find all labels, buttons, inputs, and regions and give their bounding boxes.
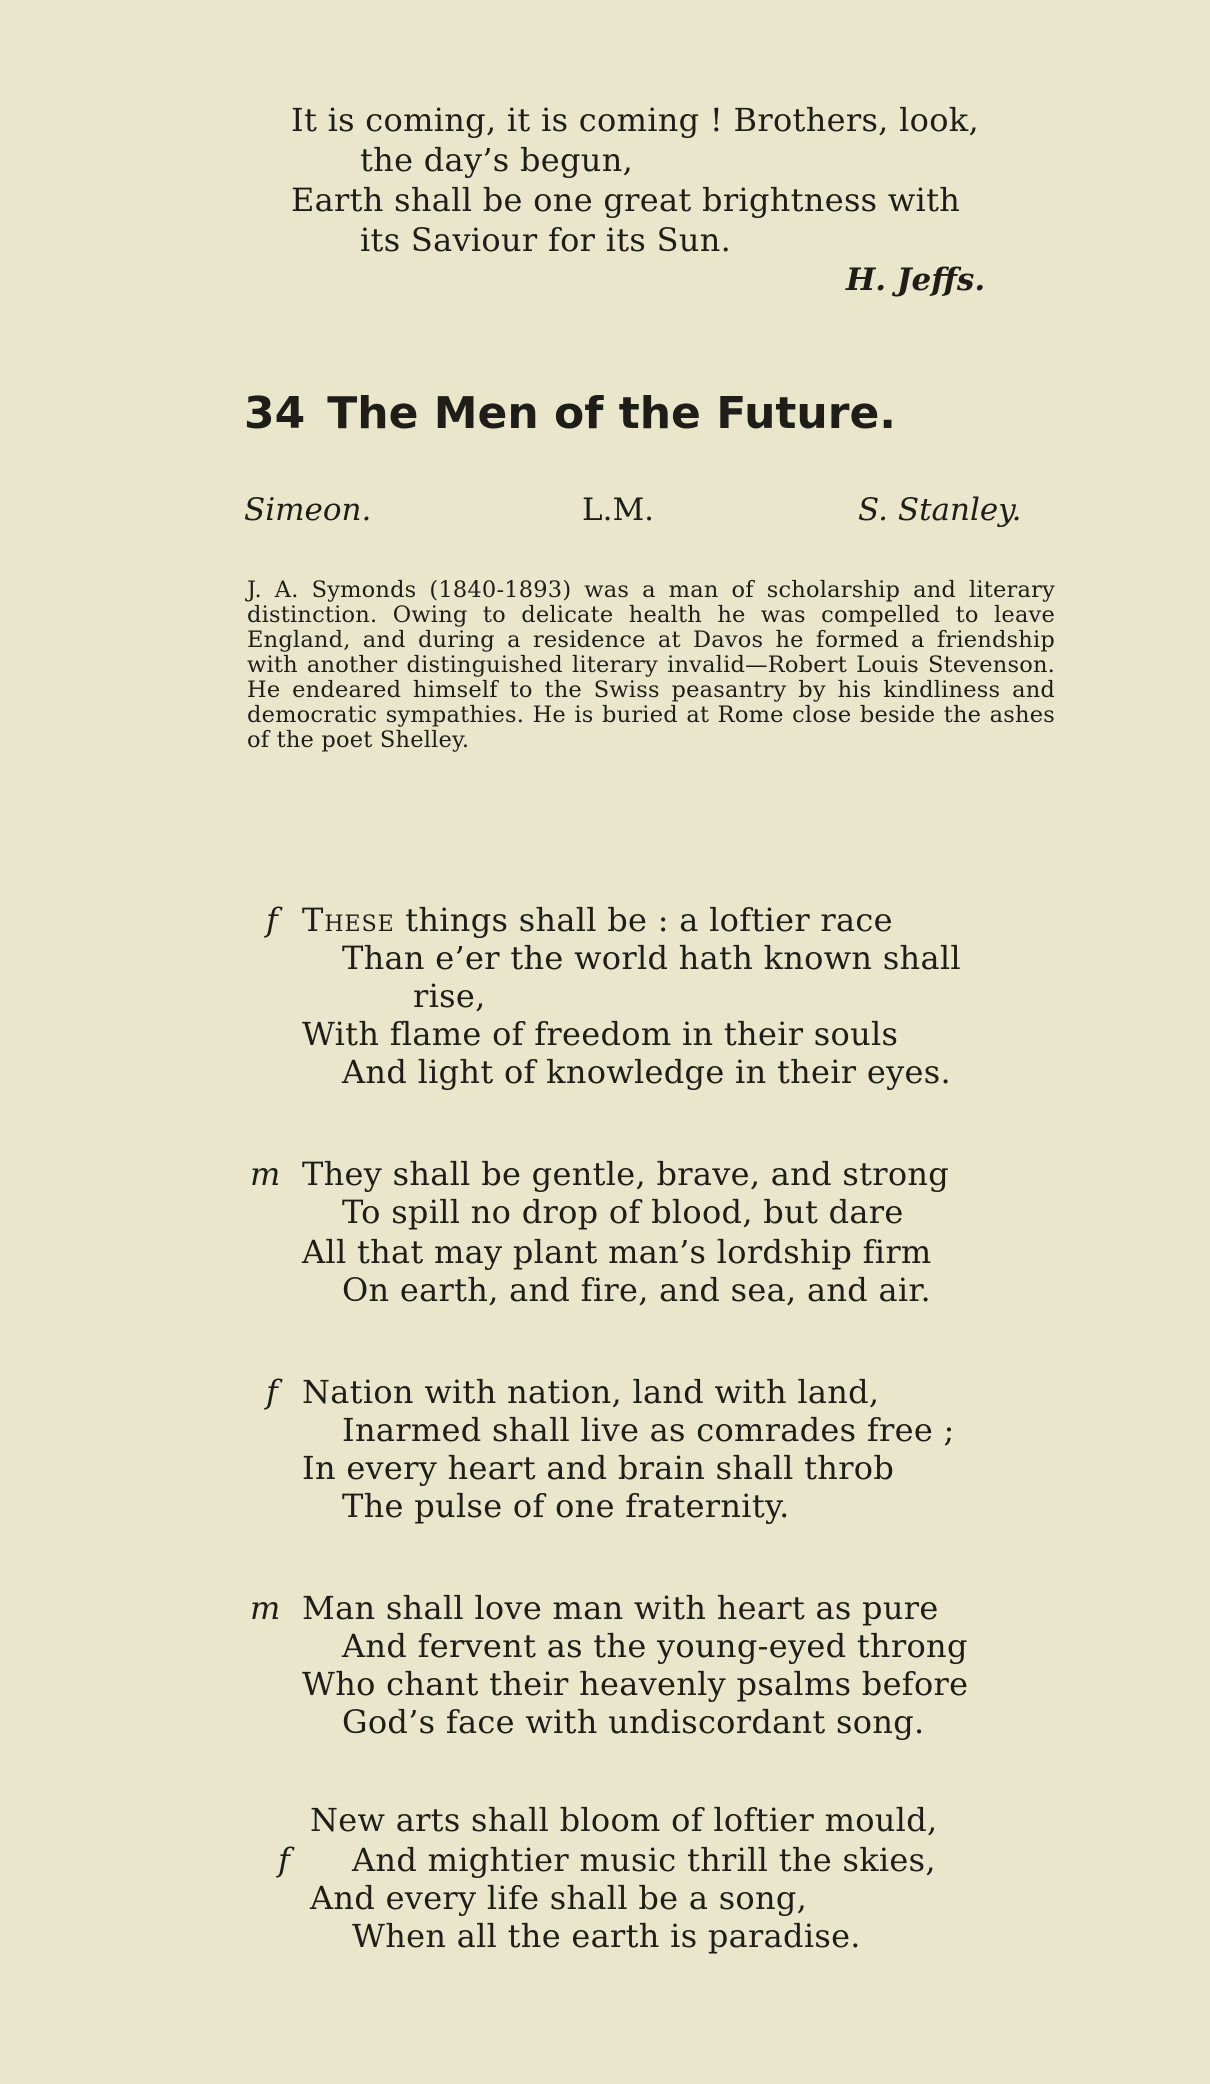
- verse-line: rise,: [413, 977, 486, 1015]
- verse-line: On earth, and fire, and sea, and air.: [342, 1271, 931, 1309]
- verse-line: [302, 900, 893, 940]
- prev-hymn-line: its Saviour for its Sun.: [360, 221, 732, 259]
- prev-hymn-author: H. Jeffs.: [846, 262, 986, 298]
- verse-line: The pulse of one fraternity.: [342, 1487, 790, 1525]
- verse-line: And light of knowledge in their eyes.: [342, 1053, 951, 1091]
- dynamic-marking: m: [250, 1589, 281, 1627]
- hymn-title: The Men of the Future.: [327, 388, 897, 439]
- prev-hymn-line: Earth shall be one great brightness with: [291, 181, 961, 219]
- verse-line: And mightier music thrill the skies,: [352, 1841, 936, 1879]
- prev-hymn-line: the day’s begun,: [360, 141, 634, 179]
- dynamic-marking: m: [250, 1155, 281, 1193]
- dynamic-marking: f: [266, 901, 278, 939]
- verse-line: Than e’er the world hath known shall: [342, 939, 961, 977]
- verse-line: And fervent as the young-eyed throng: [342, 1627, 968, 1665]
- verse-line: They shall be gentle, brave, and strong: [302, 1155, 950, 1193]
- verse-line: To spill no drop of blood, but dare: [342, 1193, 904, 1231]
- verse-line: Nation with nation, land with land,: [302, 1373, 880, 1411]
- verse-line: New arts shall bloom of loftier mould,: [310, 1801, 938, 1839]
- verse-line: In every heart and brain shall throb: [302, 1449, 895, 1487]
- verse-line: God’s face with undiscordant song.: [342, 1703, 925, 1741]
- verse-line: With flame of freedom in their souls: [302, 1015, 899, 1053]
- hymn-number: 34: [244, 388, 306, 439]
- composer: S. Stanley.: [858, 492, 1022, 528]
- verse-line: When all the earth is paradise.: [352, 1917, 861, 1955]
- verse-line: Man shall love man with heart as pure: [302, 1589, 939, 1627]
- prev-hymn-line: It is coming, it is coming ! Brothers, look,: [291, 101, 979, 139]
- dynamic-marking: f: [278, 1841, 290, 1879]
- verse-line: All that may plant man’s lordship firm: [302, 1233, 932, 1271]
- verse-first-word: These: [302, 901, 395, 939]
- hymn-heading: [244, 386, 896, 442]
- metre: L.M.: [582, 492, 655, 528]
- verse-line-text: things shall be : a loftier race: [394, 901, 893, 939]
- verse-line: And every life shall be a song,: [310, 1879, 808, 1917]
- verse-line: Who chant their heavenly psalms before: [302, 1665, 969, 1703]
- author-note: J. A. Symonds (1840-1893) was a man of scholarship and literary distinction. Owing to delicate health he was compelled to leave England, and during a residence at Davos he formed a friendship with another distinguished literary invalid—Robert Louis Stevenson. He endeared himself to the Swiss peasantry by his kindliness and democratic sympathies. He is buried at Rome close beside the ashes of the poet Shelley.: [247, 577, 1055, 753]
- dynamic-marking: f: [266, 1373, 278, 1411]
- verse-line: Inarmed shall live as comrades free ;: [342, 1411, 955, 1449]
- tune-name: Simeon.: [244, 492, 372, 528]
